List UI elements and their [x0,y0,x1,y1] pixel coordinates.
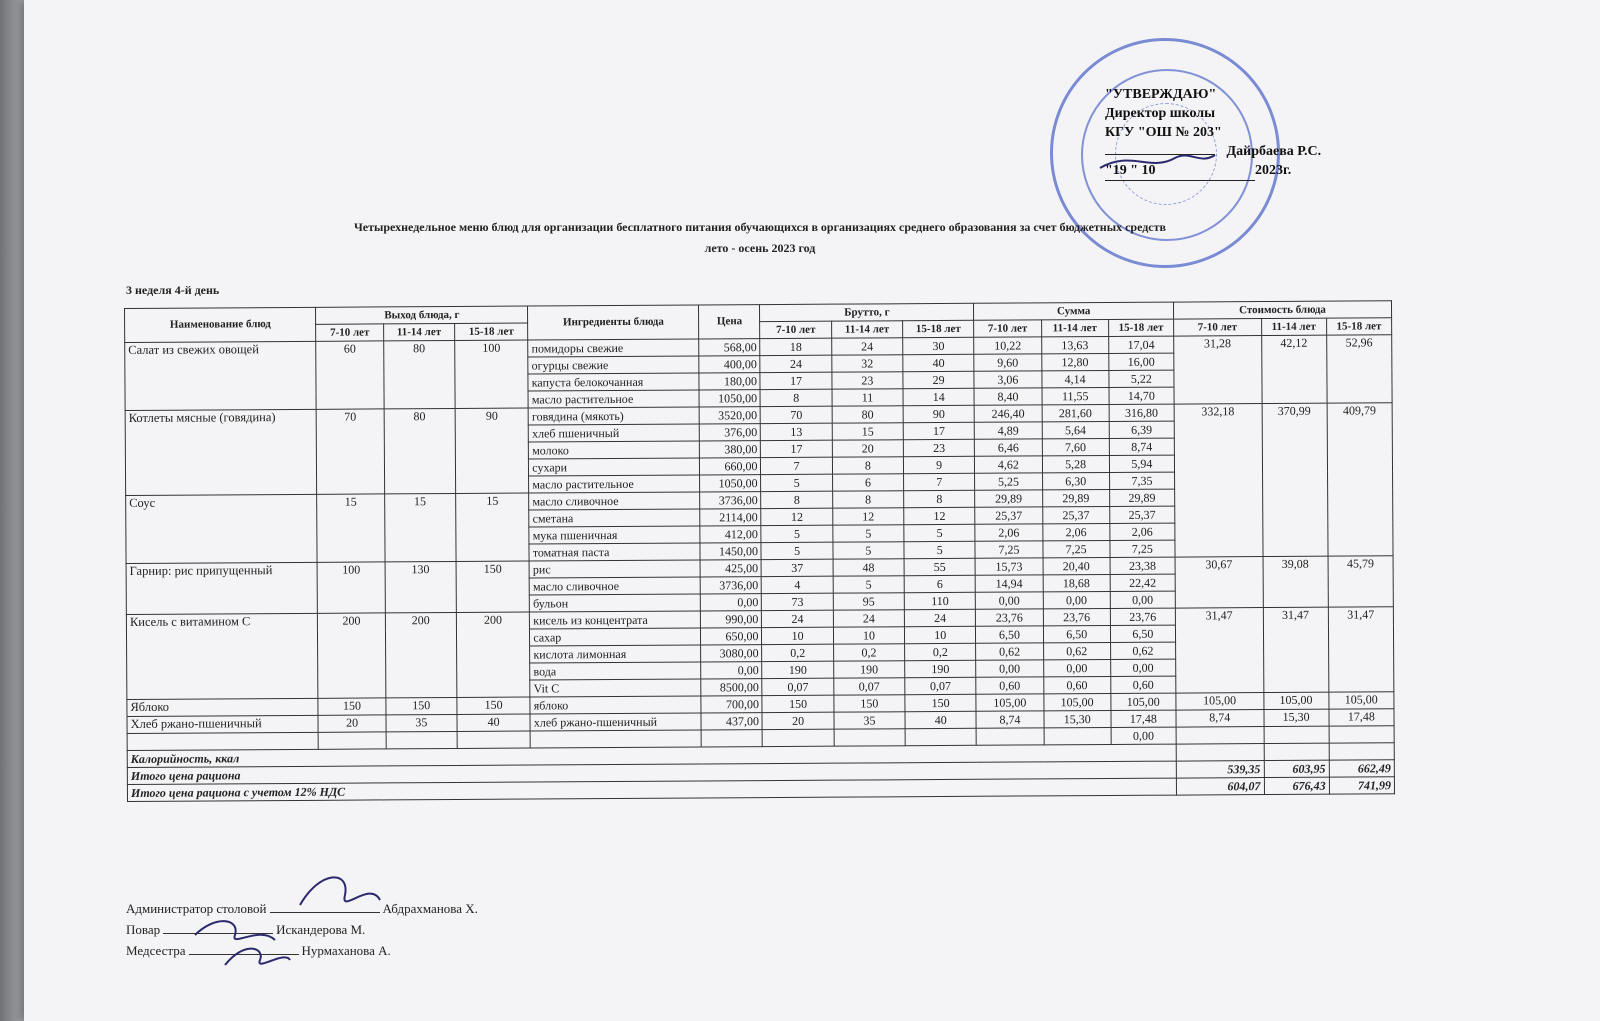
ingredient-name: мука пшеничная [529,526,700,544]
sum-cell: 17,04 [1108,336,1173,353]
sum-cell: 15,73 [975,558,1042,575]
gross-cell: 5 [761,542,832,559]
sum-cell: 0,62 [1110,642,1175,659]
table-cell [763,729,834,746]
sum-cell: 23,76 [976,609,1043,626]
header-age: 7-10 лет [760,321,831,338]
yield-cell: 80 [383,340,455,408]
yield-cell: 20 [318,715,385,732]
table-cell [386,731,457,748]
ingredient-name: говядина (мякоть) [528,407,699,425]
gross-cell: 8 [761,491,832,508]
ingredient-name: огурцы свежие [528,356,699,374]
document-season: лето - осень 2023 год [704,241,816,255]
table-cell [1044,727,1111,744]
sum-cell: 2,06 [975,524,1042,541]
totals-value: 676,43 [1264,777,1329,794]
gross-cell: 13 [761,423,832,440]
sum-cell: 13,63 [1041,336,1108,353]
gross-cell: 80 [832,406,903,423]
table-cell [1329,726,1394,743]
gross-cell: 12 [761,508,832,525]
price-cell: 8500,00 [701,679,762,696]
sum-cell: 7,25 [1110,540,1175,557]
sum-cell: 25,37 [975,507,1042,524]
totals-value [1264,743,1329,760]
gross-cell: 14 [903,388,974,405]
gross-cell: 9 [903,456,974,473]
gross-cell: 17 [761,440,832,457]
cost-cell: 105,00 [1176,693,1264,711]
sum-cell: 3,06 [974,371,1041,388]
sum-cell: 4,14 [1041,370,1108,387]
ingredient-name: вода [530,662,701,680]
cost-cell: 15,30 [1263,709,1328,726]
totals-label: Итого цена рациона [127,761,1176,784]
gross-cell: 11 [832,389,903,406]
ingredient-name: масло растительное [528,390,699,408]
gross-cell: 24 [760,355,831,372]
gross-cell: 24 [831,338,902,355]
sum-cell: 6,50 [1110,625,1175,642]
table-cell [1264,726,1329,743]
header-age: 11-14 лет [383,323,454,340]
price-cell: 3520,00 [700,407,761,424]
menu-table [124,300,1395,802]
gross-cell: 6 [832,474,903,491]
ingredient-name: томатная паста [529,543,700,561]
sum-cell: 0,60 [976,677,1043,694]
gross-cell: 32 [832,355,903,372]
yield-cell: 60 [316,341,384,409]
gross-cell: 23 [832,372,903,389]
approval-block [1105,85,1321,181]
sum-cell: 23,76 [1110,608,1175,625]
header-age: 7-10 лет [974,320,1041,337]
ingredient-name: яблоко [530,696,701,714]
price-cell: 3736,00 [701,577,762,594]
price-cell: 425,00 [700,560,761,577]
gross-cell: 17 [903,422,974,439]
yield-cell: 100 [455,340,529,408]
ingredient-name: масло сливочное [529,492,700,510]
sum-cell: 5,25 [975,473,1042,490]
dish-name: Хлеб ржано-пшеничный [127,715,319,733]
ingredient-name: бульон [530,594,701,612]
header-age: 15-18 лет [1326,318,1391,335]
ingredient-name: хлеб пшеничный [529,424,700,442]
gross-cell: 7 [761,457,832,474]
gross-cell: 29 [903,371,974,388]
cost-cell: 31,47 [1328,607,1394,692]
cost-cell: 105,00 [1263,692,1328,709]
sum-cell: 6,30 [1042,472,1109,489]
cost-cell: 409,79 [1327,403,1393,556]
sum-cell: 6,50 [1043,625,1110,642]
gross-cell: 5 [833,576,904,593]
gross-cell: 24 [762,610,833,627]
gross-cell: 37 [762,559,833,576]
sum-cell: 25,37 [1042,506,1109,523]
header-sum: Сумма [974,302,1174,320]
gross-cell: 0,2 [833,644,904,661]
sum-cell: 18,68 [1043,574,1110,591]
header-age: 15-18 лет [455,323,528,340]
gross-cell: 48 [833,559,904,576]
approval-org: КГУ "ОШ № 203" [1105,125,1222,140]
table-cell [530,730,701,748]
price-cell: 400,00 [699,356,760,373]
sum-cell: 6,46 [975,439,1042,456]
sum-cell: 29,89 [1109,489,1174,506]
gross-cell: 0,07 [905,677,976,694]
ingredient-name: хлеб ржано-пшеничный [530,713,701,731]
sum-cell: 5,64 [1042,421,1109,438]
gross-cell: 110 [904,592,975,609]
gross-cell: 55 [904,558,975,575]
sum-cell: 6,39 [1109,421,1174,438]
cost-cell: 8,74 [1176,710,1264,728]
gross-cell: 190 [905,660,976,677]
sum-cell: 8,74 [976,711,1043,728]
price-cell: 412,00 [700,526,761,543]
yield-cell: 90 [455,408,529,493]
cost-cell: 370,99 [1262,403,1328,556]
ingredient-name: рис [529,560,700,578]
sum-cell: 4,62 [975,456,1042,473]
header-price: Цена [699,305,760,339]
sum-cell: 0,62 [1043,642,1110,659]
gross-cell: 0,2 [762,644,833,661]
yield-cell: 15 [317,494,385,562]
sum-cell: 11,55 [1042,387,1109,404]
gross-cell: 10 [762,627,833,644]
ingredient-name: Vit C [530,679,701,697]
yield-cell: 150 [456,561,530,612]
sum-cell: 20,40 [1043,557,1110,574]
table-cell [319,732,386,749]
header-cost: Стоимость блюда [1173,301,1391,319]
gross-cell: 70 [761,406,832,423]
gross-cell: 12 [833,508,904,525]
gross-cell: 5 [904,541,975,558]
approval-year: 2023г. [1255,163,1292,178]
cost-cell: 39,08 [1263,556,1328,607]
header-age: 7-10 лет [316,324,383,341]
gross-cell: 8 [832,457,903,474]
header-age: 15-18 лет [1108,319,1173,336]
week-day-label: 3 неделя 4-й день [126,283,220,297]
gross-cell: 5 [833,525,904,542]
gross-cell: 12 [904,507,975,524]
sum-cell: 246,40 [974,405,1041,422]
sum-cell: 9,60 [974,354,1041,371]
cost-cell: 332,18 [1174,404,1263,558]
yield-cell: 100 [318,562,386,613]
gross-cell: 35 [834,712,905,729]
gross-cell: 40 [905,711,976,728]
gross-cell: 23 [903,439,974,456]
gross-cell: 20 [832,440,903,457]
ingredient-name: капуста белокочанная [528,373,699,391]
dish-name: Яблоко [127,698,319,716]
sum-cell: 23,38 [1110,557,1175,574]
cost-cell: 31,28 [1174,336,1262,405]
gross-cell: 24 [904,609,975,626]
price-cell: 660,00 [700,458,761,475]
price-cell: 990,00 [701,611,762,628]
yield-cell: 200 [318,613,386,698]
gross-cell: 40 [903,354,974,371]
dish-name: Кисель с витамином С [126,613,318,699]
gross-cell: 150 [834,695,905,712]
sum-cell: 0,00 [976,592,1043,609]
price-cell: 180,00 [699,373,760,390]
header-age: 11-14 лет [831,321,902,338]
background-edge [0,0,24,1021]
gross-cell: 5 [904,524,975,541]
sum-cell: 10,22 [974,337,1041,354]
gross-cell: 90 [903,405,974,422]
yield-cell: 200 [456,612,530,697]
sum-cell: 8,40 [974,388,1041,405]
header-age: 11-14 лет [1041,319,1108,336]
totals-value: 539,35 [1176,761,1264,779]
price-cell: 1050,00 [700,475,761,492]
sum-cell: 16,00 [1109,353,1174,370]
ingredient-name: масло растительное [529,475,700,493]
sum-cell: 8,74 [1109,438,1174,455]
cost-cell: 31,47 [1263,607,1329,692]
cost-cell: 17,48 [1329,709,1394,726]
gross-cell: 190 [833,661,904,678]
sum-cell: 7,25 [975,541,1042,558]
table-cell [834,729,905,746]
yield-cell: 150 [386,697,457,714]
cost-cell: 45,79 [1328,556,1394,607]
dish-name: Гарнир: рис припущенный [126,562,318,614]
header-dish: Наименование блюд [125,307,317,342]
yield-cell: 150 [457,697,530,714]
sum-cell: 25,37 [1109,506,1174,523]
gross-cell: 10 [905,626,976,643]
cost-cell: 31,47 [1175,608,1263,694]
sum-cell: 0,00 [1043,659,1110,676]
header-age: 11-14 лет [1261,318,1326,335]
yield-cell: 40 [457,714,530,731]
sum-cell: 22,42 [1110,574,1175,591]
sum-cell: 7,35 [1109,472,1174,489]
header-ingredients: Ингредиенты блюда [528,305,699,340]
gross-cell: 15 [832,423,903,440]
gross-cell: 0,2 [905,643,976,660]
price-cell: 3080,00 [701,645,762,662]
price-cell: 1450,00 [700,543,761,560]
gross-cell: 18 [760,338,831,355]
sum-cell: 0,60 [1111,676,1176,693]
table-cell [976,728,1043,745]
gross-cell: 8 [904,490,975,507]
signature-nurse: Медсестра Нурмаханова А. [126,943,391,958]
totals-label: Калорийность, ккал [127,744,1176,767]
sum-cell: 15,30 [1044,710,1111,727]
sum-cell: 14,94 [975,575,1042,592]
gross-cell: 73 [762,593,833,610]
cost-cell: 52,96 [1326,335,1392,403]
cost-cell: 42,12 [1261,335,1327,403]
gross-cell: 95 [833,593,904,610]
document-title: Четырехнедельное меню блюд для организации бесплатного питания обучающихся в организациях среднего образования за счет бюджетных средств [353,220,1167,234]
approval-label: "УТВЕРЖДАЮ" [1105,87,1217,102]
sum-cell: 29,89 [975,490,1042,507]
sum-cell: 0,00 [976,660,1043,677]
yield-cell: 200 [385,612,457,697]
sum-cell: 2,06 [1110,523,1175,540]
signature-admin: Администратор столовой Абдрахманова Х. [126,901,478,916]
ingredient-name: кислота лимонная [530,645,701,663]
header-yield: Выход блюда, г [316,306,528,324]
sum-cell: 0,00 [1110,659,1175,676]
totals-label: Итого цена рациона с учетом 12% НДС [127,778,1176,801]
sum-cell: 0,00 [1043,591,1110,608]
table-cell [457,731,530,748]
gross-cell: 150 [905,694,976,711]
sum-cell: 281,60 [1042,404,1109,421]
sum-cell: 0,60 [1043,676,1110,693]
sum-cell: 5,94 [1109,455,1174,472]
yield-cell: 80 [384,408,456,493]
ingredient-name: молоко [529,441,700,459]
sum-cell: 7,25 [1042,540,1109,557]
yield-cell: 150 [318,698,385,715]
gross-cell: 20 [762,712,833,729]
sum-cell: 105,00 [1043,693,1110,710]
sum-cell: 29,89 [1042,489,1109,506]
table-cell [127,732,319,750]
price-cell: 2114,00 [700,509,761,526]
ingredient-name: сухари [529,458,700,476]
approval-name: Дайрбаева Р.С. [1226,144,1322,159]
gross-cell: 10 [833,627,904,644]
price-cell: 700,00 [701,696,762,713]
yield-cell: 15 [456,493,530,561]
sum-cell: 105,00 [1111,693,1176,710]
sum-cell: 0,00 [1111,727,1176,744]
totals-value [1329,743,1394,760]
sum-cell: 4,89 [975,422,1042,439]
sum-cell: 7,60 [1042,438,1109,455]
sum-cell: 316,80 [1109,404,1174,421]
gross-cell: 24 [833,610,904,627]
yield-cell: 130 [385,561,457,612]
sum-cell: 12,80 [1041,353,1108,370]
gross-cell: 8 [832,491,903,508]
ingredient-name: помидоры свежие [528,339,699,357]
sum-cell: 5,22 [1109,370,1174,387]
gross-cell: 190 [762,661,833,678]
gross-cell: 30 [903,337,974,354]
price-cell: 3736,00 [700,492,761,509]
gross-cell: 0,07 [834,678,905,695]
gross-cell: 5 [833,542,904,559]
sum-cell: 14,70 [1109,387,1174,404]
price-cell: 568,00 [699,339,760,356]
signature-cook: Повар Искандерова М. [126,922,366,937]
ingredient-name: сахар [530,628,701,646]
ingredient-name: кисель из концентрата [530,611,701,629]
ingredient-name: масло сливочное [529,577,700,595]
cost-cell: 105,00 [1329,692,1394,709]
price-cell: 437,00 [701,713,762,730]
table-cell [701,730,762,747]
gross-cell: 0,07 [762,678,833,695]
gross-cell: 5 [761,525,832,542]
dish-name: Салат из свежих овощей [125,341,317,410]
totals-value: 603,95 [1264,760,1329,777]
gross-cell: 8 [760,389,831,406]
totals-value [1176,744,1264,762]
signatures-block [126,898,478,961]
gross-cell: 6 [904,575,975,592]
totals-value: 741,99 [1329,777,1394,794]
dish-name: Котлеты мясные (говядина) [125,409,317,495]
gross-cell: 5 [761,474,832,491]
price-cell: 0,00 [701,594,762,611]
header-age: 15-18 лет [903,320,974,337]
header-gross: Брутто, г [760,303,974,321]
sum-cell: 0,62 [976,643,1043,660]
sum-cell: 105,00 [976,694,1043,711]
ingredient-name: сметана [529,509,700,527]
dish-name: Соус [126,494,318,563]
sum-cell: 17,48 [1111,710,1176,727]
sum-cell: 5,28 [1042,455,1109,472]
gross-cell: 4 [762,576,833,593]
totals-value: 604,07 [1176,778,1264,796]
price-cell: 380,00 [700,441,761,458]
table-cell [905,728,976,745]
yield-cell: 35 [386,714,457,731]
price-cell: 0,00 [701,662,762,679]
sum-cell: 2,06 [1042,523,1109,540]
price-cell: 376,00 [700,424,761,441]
table-cell [1176,727,1264,745]
gross-cell: 17 [760,372,831,389]
sum-cell: 0,00 [1110,591,1175,608]
gross-cell: 150 [762,695,833,712]
approval-date: "19 " 10 [1105,161,1255,181]
cost-cell: 30,67 [1175,557,1263,609]
sum-cell: 23,76 [1043,608,1110,625]
yield-cell: 15 [384,493,456,561]
approval-position: Директор школы [1105,106,1216,121]
price-cell: 1050,00 [699,390,760,407]
totals-value: 662,49 [1329,760,1394,777]
price-cell: 650,00 [701,628,762,645]
header-age: 7-10 лет [1174,319,1262,337]
yield-cell: 70 [317,409,385,494]
sum-cell: 6,50 [976,626,1043,643]
gross-cell: 7 [904,473,975,490]
